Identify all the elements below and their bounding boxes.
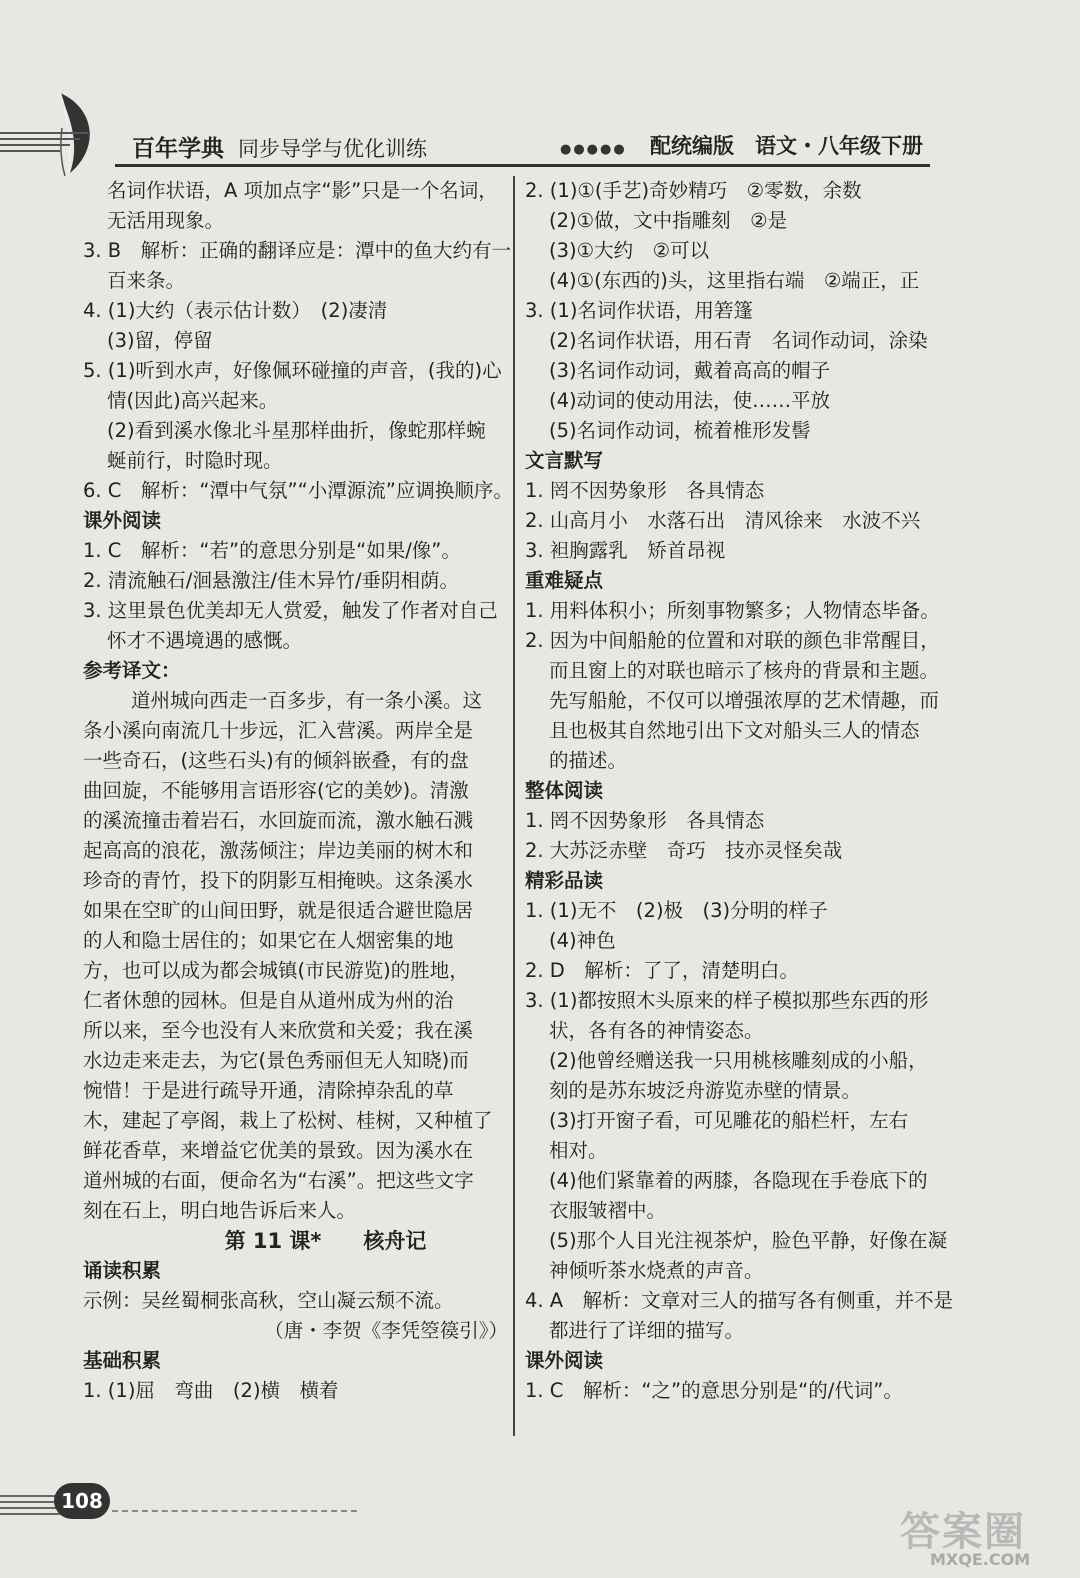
translation-line: 所以来，至今也没有人来欣赏和关爱；我在溪 [83, 1019, 474, 1042]
left-column [83, 176, 513, 1406]
translation-line: 仁者休憩的园林。但是自从道州成为州的治 [83, 989, 454, 1012]
text-line: (3)留，停留 [107, 329, 213, 352]
text-line: 刻的是苏东坡泛舟游览赤壁的情景。 [549, 1079, 862, 1102]
answer-item: 1. C 解析：“之”的意思分别是“的/代词”。 [525, 1379, 903, 1402]
translation-line: 曲回旋，不能够用言语形容(它的美妙)。清激 [83, 779, 469, 802]
answer-item: 4. A 解析：文章对三人的描写各有侧重，并不是 [525, 1289, 954, 1312]
footer-dashed-rule [112, 1510, 357, 1512]
translation-line: 道州城的右面，便命名为“右溪”。把这些文字 [83, 1169, 474, 1192]
answer-item: 1. 罔不因势象形 各具情态 [525, 809, 765, 832]
column-divider [513, 176, 515, 1436]
text-line: 状，各有各的神情姿态。 [549, 1019, 764, 1042]
translation-line: 的溪流撞击着岩石，水回旋而流，激水触石溅 [83, 809, 474, 832]
translation-line: 鲜花香草，来增益它优美的景致。因为溪水在 [83, 1139, 474, 1162]
text-line: 相对。 [549, 1139, 608, 1162]
answer-item: 2. 山高月小 水落石出 清风徐来 水波不兴 [525, 509, 921, 532]
watermark-url: MXQE.COM [930, 1550, 1031, 1569]
right-column [525, 176, 954, 1406]
answer-item: 1. (1)无不 (2)极 (3)分明的样子 [525, 899, 828, 922]
section-heading: 诵读积累 [83, 1259, 162, 1282]
text-line: (3)打开窗子看，可见雕花的船栏杆，左右 [549, 1109, 909, 1132]
answer-item: 4. (1)大约（表示估计数） (2)凄清 [83, 299, 388, 322]
answer-item: 3. 袒胸露乳 矫首昂视 [525, 539, 726, 562]
text-line: (4)动词的使动用法，使……平放 [549, 389, 831, 412]
answer-item: 1. (1)屈 弯曲 (2)横 横着 [83, 1379, 339, 1402]
section-heading: 重难疑点 [525, 569, 604, 592]
text-line: (5)那个人目光注视茶炉，脸色平静，好像在凝 [549, 1229, 948, 1252]
translation-line: 道州城向西走一百多步，有一条小溪。这 [131, 689, 483, 712]
section-heading: 课外阅读 [83, 509, 162, 532]
answer-item: 3. 这里景色优美却无人赏爱，触发了作者对自己 [83, 599, 498, 622]
header-dots: ●●●●● [560, 142, 627, 157]
translation-line: 惋惜！于是进行疏导开通，清除掉杂乱的草 [83, 1079, 454, 1102]
watermark [900, 1500, 1070, 1572]
text-line: (4)他们紧靠着的两膝，各隐现在手卷底下的 [549, 1169, 928, 1192]
text-line: 衣服皱褶中。 [549, 1199, 667, 1222]
answer-item: 2. (1)①(手艺)奇妙精巧 ②零数，余数 [525, 179, 862, 202]
translation-line: 起高高的浪花，激荡倾注；岸边美丽的树木和 [83, 839, 474, 862]
text-line: 神倾听茶水烧煮的声音。 [549, 1259, 764, 1282]
text-line: 蜒前行，时隐时现。 [107, 449, 283, 472]
text-line: (2)名词作状语，用石青 名词作动词，涂染 [549, 329, 928, 352]
text-line: 怀才不遇境遇的感慨。 [107, 629, 303, 652]
text-line: (4)神色 [549, 929, 616, 952]
text-line: (3)名词作动词，戴着高高的帽子 [549, 359, 831, 382]
answer-item: 1. 罔不因势象形 各具情态 [525, 479, 765, 502]
text-line: 无活用现象。 [107, 209, 225, 232]
text-line: 情(因此)高兴起来。 [107, 389, 279, 412]
answer-item: 3. B 解析：正确的翻译应是：潭中的鱼大约有一 [83, 239, 512, 262]
text-line: (2)看到溪水像北斗星那样曲折，像蛇那样蜿 [107, 419, 486, 442]
text-line: 先写船舱，不仅可以增强浓厚的艺术情趣，而 [549, 689, 940, 712]
footer-stripes-icon [0, 1488, 60, 1518]
answer-item: 2. D 解析：了了，清楚明白。 [525, 959, 799, 982]
answer-item: 2. 大苏泛赤壁 奇巧 技亦灵怪矣哉 [525, 839, 843, 862]
translation-line: 的人和隐士居住的；如果它在人烟密集的地 [83, 929, 454, 952]
translation-line: 方，也可以成为都会城镇(市民游览)的胜地， [83, 959, 469, 982]
section-heading: 文言默写 [525, 449, 604, 472]
text-line: 且也极其自然地引出下文对船头三人的情态 [549, 719, 920, 742]
translation-line: 木，建起了亭阁，栽上了松树、桂树，又种植了 [83, 1109, 493, 1132]
text-line: 百来条。 [107, 269, 186, 292]
answer-item: 1. 用料体积小；所刻事物繁多；人物情态毕备。 [525, 599, 940, 622]
answer-item: 3. (1)名词作状语，用箬篷 [525, 299, 753, 322]
text-line: (3)①大约 ②可以 [549, 239, 710, 262]
translation-line: 水边走来走去，为它(景色秀丽但无人知晓)而 [83, 1049, 469, 1072]
answer-item: 3. (1)都按照木头原来的样子模拟那些东西的形 [525, 989, 929, 1012]
section-heading: 精彩品读 [525, 869, 604, 892]
header-rule [115, 164, 930, 167]
translation-line: 刻在石上，明白地告诉后来人。 [83, 1199, 357, 1222]
section-heading: 参考译文： [83, 659, 181, 682]
translation-line: 一些奇石，(这些石头)有的倾斜嵌叠，有的盘 [83, 749, 469, 772]
text-line: 名词作状语，A 项加点字“影”只是一个名词， [107, 179, 498, 202]
answer-item: 5. (1)听到水声，好像佩环碰撞的声音，(我的)心 [83, 359, 502, 382]
section-heading: 整体阅读 [525, 779, 604, 802]
text-line: (4)①(东西的)头，这里指右端 ②端正，正 [549, 269, 920, 292]
page-number: 108 [54, 1483, 110, 1519]
answer-item: 2. 因为中间船舱的位置和对联的颜色非常醒目， [525, 629, 940, 652]
answer-item: 示例：吴丝蜀桐张高秋，空山凝云颓不流。 [83, 1289, 454, 1312]
text-line: 的描述。 [549, 749, 628, 772]
book-brand: 百年学典 同步导学与优化训练 [132, 136, 427, 162]
lesson-title: 第 11 课* 核舟记 [224, 1229, 427, 1253]
answer-item: 2. 清流触石/洄悬激注/佳木异竹/垂阴相荫。 [83, 569, 460, 592]
text-line: (2)他曾经赠送我一只用桃核雕刻成的小船， [549, 1049, 928, 1072]
citation: （唐・李贺《李凭箜篌引》） [264, 1319, 508, 1342]
book-subtitle: 同步导学与优化训练 [238, 137, 427, 161]
section-heading: 课外阅读 [525, 1349, 604, 1372]
watermark-text: 答案圈 [900, 1509, 1026, 1555]
text-line: (5)名词作动词，梳着椎形发髻 [549, 419, 811, 442]
answer-item: 1. C 解析：“若”的意思分别是“如果/像”。 [83, 539, 461, 562]
text-line: 都进行了详细的描写。 [549, 1319, 745, 1342]
section-heading: 基础积累 [83, 1349, 162, 1372]
translation-line: 条小溪向南流几十步远，汇入营溪。两岸全是 [83, 719, 474, 742]
text-line: (2)①做，文中指雕刻 ②是 [549, 209, 788, 232]
page-header [0, 0, 1080, 175]
edition-label: 配统编版 语文・八年级下册 [650, 134, 923, 158]
translation-line: 珍奇的青竹，投下的阴影互相掩映。这条溪水 [83, 869, 474, 892]
answer-item: 6. C 解析：“潭中气氛”“小潭源流”应调换顺序。 [83, 479, 513, 502]
translation-line: 如果在空旷的山间田野，就是很适合避世隐居 [83, 899, 474, 922]
text-line: 而且窗上的对联也暗示了核舟的背景和主题。 [549, 659, 940, 682]
